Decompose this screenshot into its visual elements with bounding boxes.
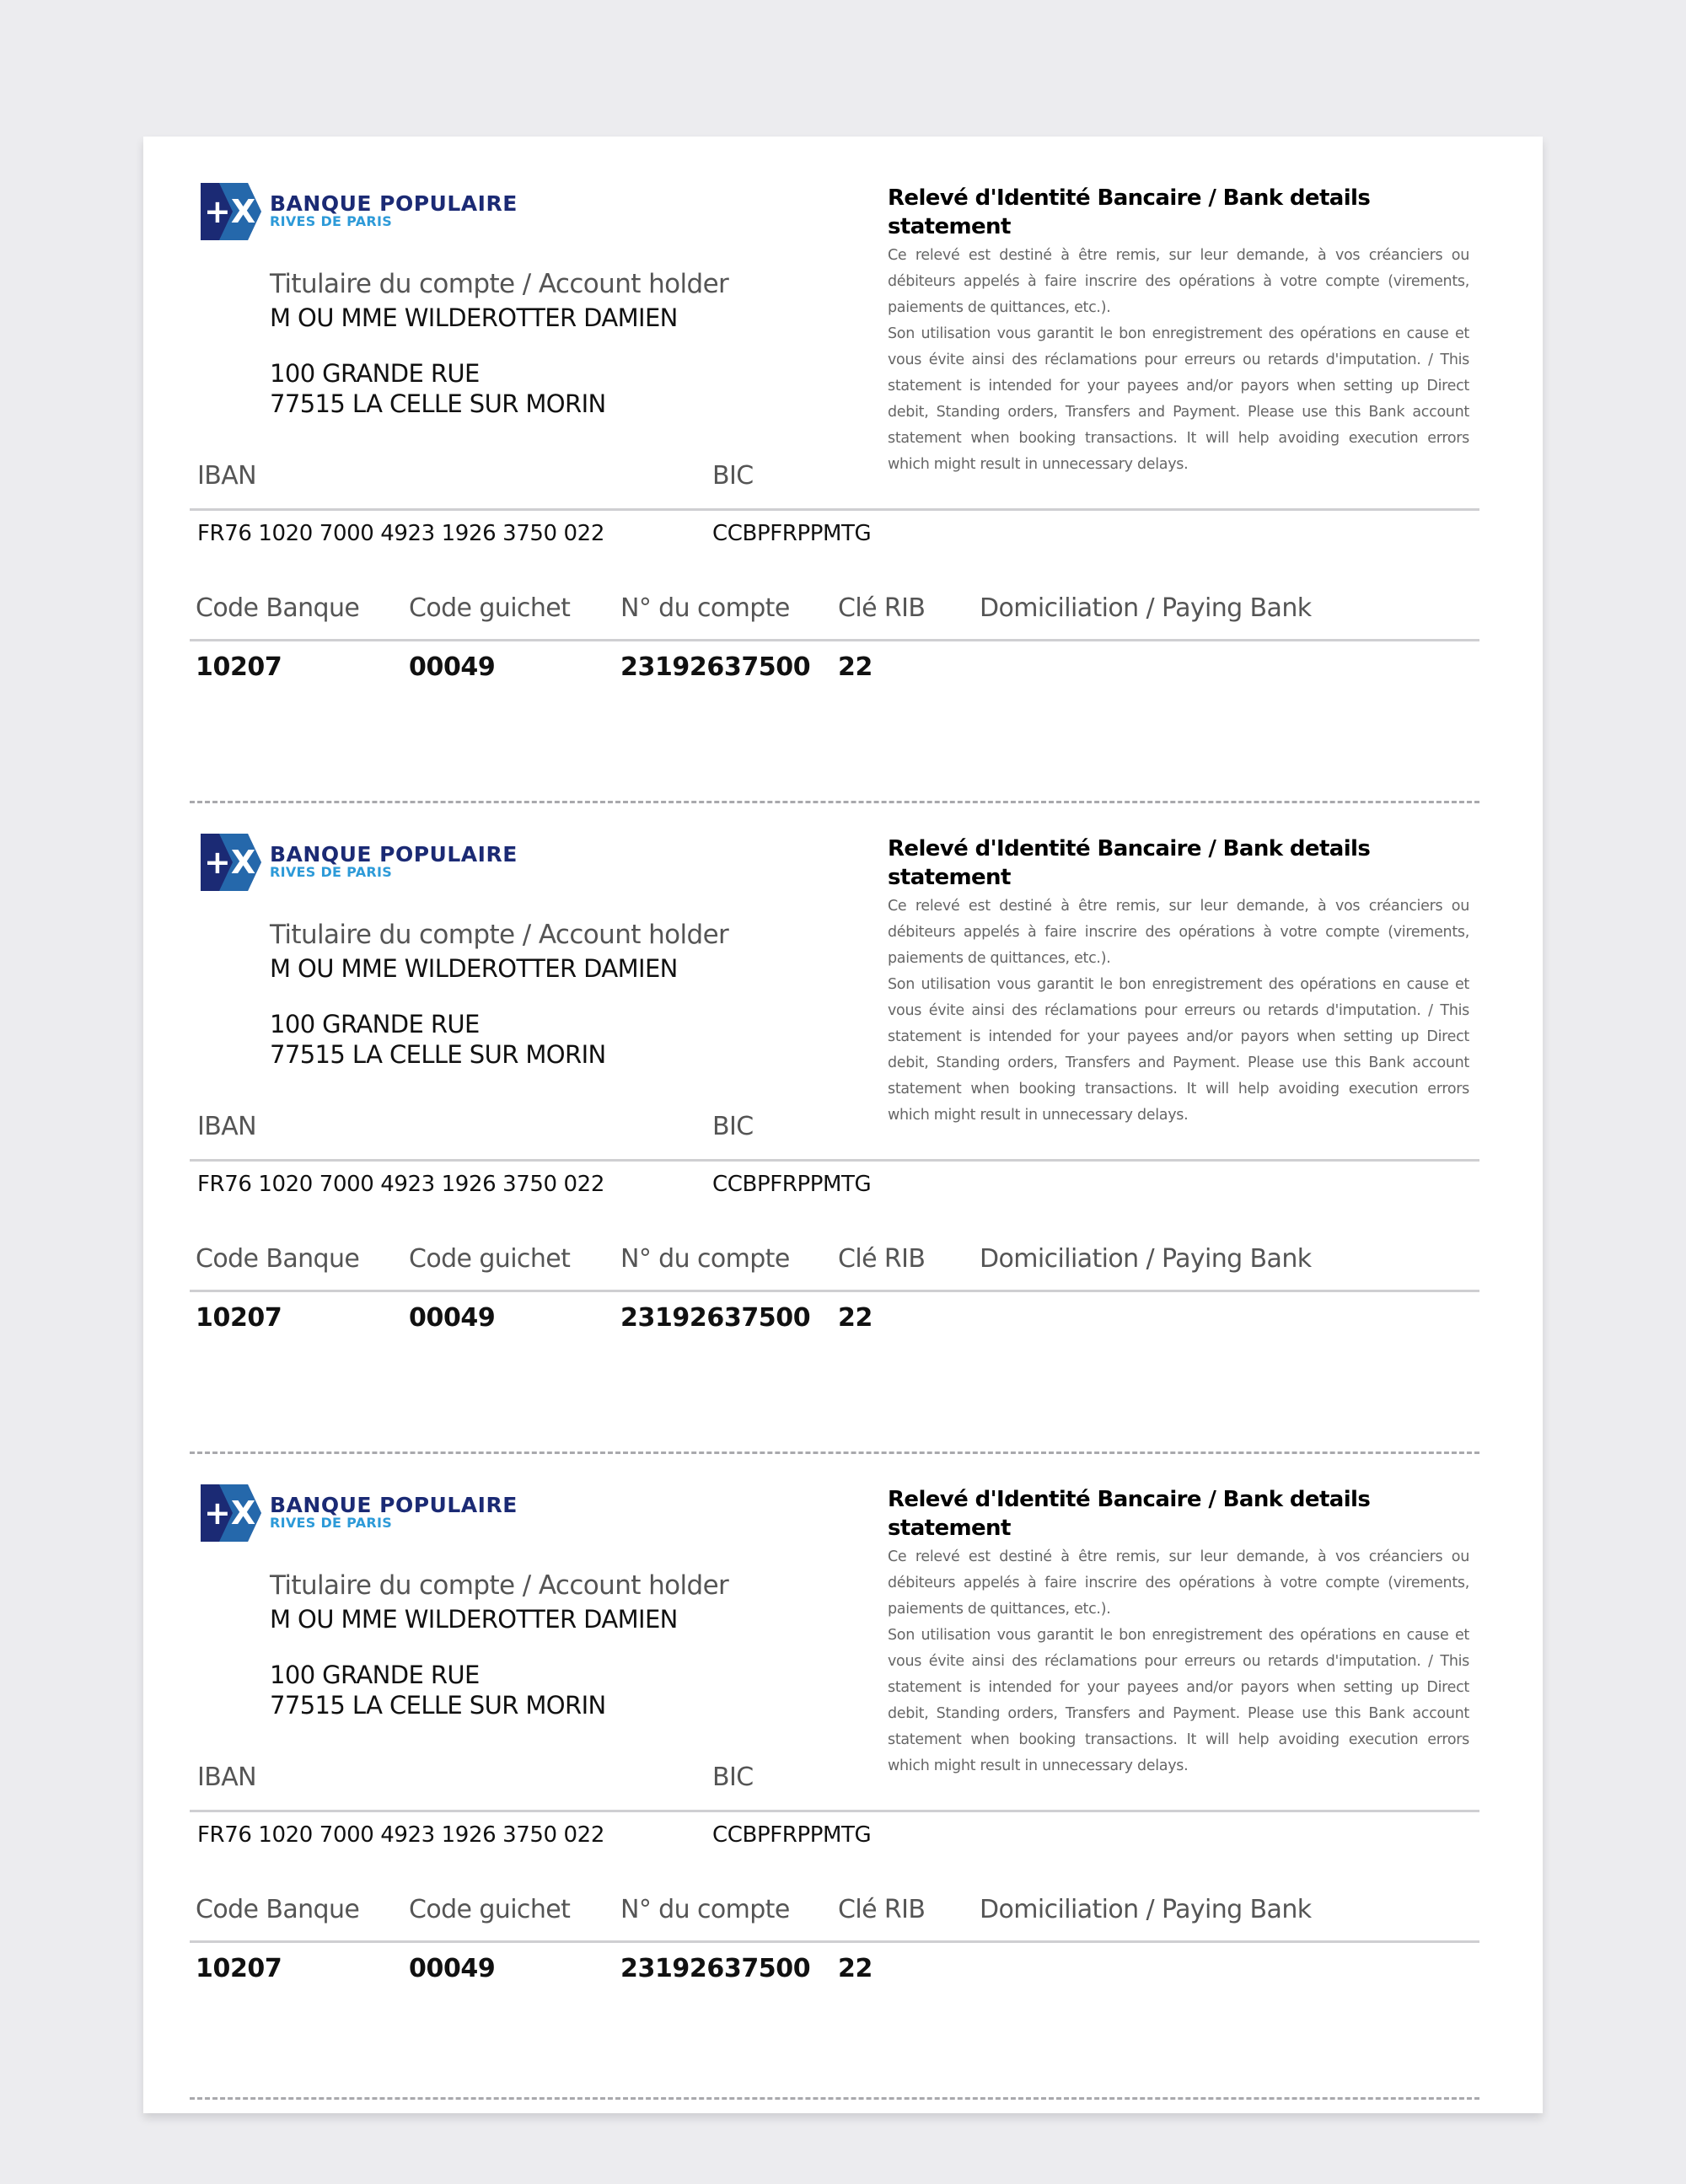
cle-rib-value: 22 <box>838 1303 873 1333</box>
bank-logo <box>201 834 518 891</box>
statement-title: Relevé d'Identité Bancaire / Bank details statement <box>888 1487 1371 1541</box>
statement-body <box>888 243 1469 478</box>
divider <box>190 1290 1479 1292</box>
account-holder-address <box>270 1009 728 1070</box>
code-banque-value: 10207 <box>196 652 282 682</box>
code-guichet-label: Code guichet <box>409 1895 571 1924</box>
numero-compte-label: N° du compte <box>620 1244 790 1274</box>
account-holder-label: Titulaire du compte / Account holder <box>270 269 729 299</box>
code-guichet-value: 00049 <box>409 1954 496 1983</box>
rib-page <box>143 137 1543 2113</box>
rib-slip <box>143 787 1543 1438</box>
iban-value: FR76 1020 7000 4923 1926 3750 022 <box>197 521 604 546</box>
address-line-1: 100 GRANDE RUE <box>270 1010 480 1038</box>
bic-label: BIC <box>712 461 754 491</box>
address-line-2: 77515 LA CELLE SUR MORIN <box>270 1691 606 1720</box>
bic-label: BIC <box>712 1763 754 1792</box>
account-holder-address <box>270 358 728 419</box>
cle-rib-label: Clé RIB <box>838 1895 926 1924</box>
bank-name: BANQUE POPULAIRE <box>270 1493 518 1517</box>
domiciliation-label: Domiciliation / Paying Bank <box>980 1244 1312 1274</box>
code-guichet-value: 00049 <box>409 1303 496 1333</box>
bic-value: CCBPFRPPMTG <box>712 1822 872 1848</box>
svg-text:+X: +X <box>204 1494 256 1532</box>
address-line-1: 100 GRANDE RUE <box>270 1661 480 1689</box>
rib-slip <box>143 137 1543 787</box>
cle-rib-label: Clé RIB <box>838 1244 926 1274</box>
account-holder-block <box>270 267 728 419</box>
svg-text:+X: +X <box>204 193 256 230</box>
cle-rib-value: 22 <box>838 1954 873 1983</box>
statement-title: Relevé d'Identité Bancaire / Bank details statement <box>888 836 1371 890</box>
account-holder-name: M OU MME WILDEROTTER DAMIEN <box>270 303 678 332</box>
account-holder-name: M OU MME WILDEROTTER DAMIEN <box>270 954 678 983</box>
bank-branch: RIVES DE PARIS <box>270 213 393 229</box>
statement-block <box>888 834 1469 1129</box>
code-guichet-value: 00049 <box>409 652 496 682</box>
domiciliation-label: Domiciliation / Paying Bank <box>980 593 1312 623</box>
account-holder-block <box>270 918 728 1070</box>
bic-value: CCBPFRPPMTG <box>712 1172 872 1197</box>
statement-title: Relevé d'Identité Bancaire / Bank details statement <box>888 185 1371 239</box>
bank-logo <box>201 1484 518 1542</box>
bank-branch: RIVES DE PARIS <box>270 1515 393 1531</box>
divider <box>190 508 1479 511</box>
iban-label: IBAN <box>197 1112 256 1141</box>
statement-body-en: Son utilisation vous garantit le bon enregistrement des opérations en cause et vous évite ainsi des réclamations pour erreurs ou retards d'imputation. / This statement is intended for your payees and/or payors when setting up Direct debit, Standing orders, Transfers and Payment. Please use this Bank account statement when booking transactions. It will help avoiding execution errors which might result in unnecessary delays. <box>888 1627 1469 1774</box>
numero-compte-label: N° du compte <box>620 593 790 623</box>
code-guichet-label: Code guichet <box>409 1244 571 1274</box>
bic-value: CCBPFRPPMTG <box>712 521 872 546</box>
divider <box>190 1159 1479 1162</box>
cut-line <box>190 2097 1479 2100</box>
bank-logo-icon <box>201 183 261 240</box>
svg-text:+X: +X <box>204 844 256 881</box>
iban-label: IBAN <box>197 461 256 491</box>
code-banque-label: Code Banque <box>196 593 360 623</box>
account-holder-label: Titulaire du compte / Account holder <box>270 920 729 950</box>
statement-body-fr: Ce relevé est destiné à être remis, sur leur demande, à vos créanciers ou débiteurs appelés à faire inscrire des opérations à votre compte (virements, paiements de quittances, etc.). <box>888 247 1469 316</box>
divider <box>190 1940 1479 1943</box>
numero-compte-value: 23192637500 <box>620 652 811 682</box>
statement-body-fr: Ce relevé est destiné à être remis, sur leur demande, à vos créanciers ou débiteurs appelés à faire inscrire des opérations à votre compte (virements, paiements de quittances, etc.). <box>888 898 1469 967</box>
code-banque-label: Code Banque <box>196 1244 360 1274</box>
code-guichet-label: Code guichet <box>409 593 571 623</box>
address-line-2: 77515 LA CELLE SUR MORIN <box>270 1040 606 1069</box>
numero-compte-label: N° du compte <box>620 1895 790 1924</box>
numero-compte-value: 23192637500 <box>620 1303 811 1333</box>
bic-label: BIC <box>712 1112 754 1141</box>
domiciliation-label: Domiciliation / Paying Bank <box>980 1895 1312 1924</box>
iban-value: FR76 1020 7000 4923 1926 3750 022 <box>197 1172 604 1197</box>
bank-logo <box>201 183 518 240</box>
statement-body-en: Son utilisation vous garantit le bon enregistrement des opérations en cause et vous évite ainsi des réclamations pour erreurs ou retards d'imputation. / This statement is intended for your payees and/or payors when setting up Direct debit, Standing orders, Transfers and Payment. Please use this Bank account statement when booking transactions. It will help avoiding execution errors which might result in unnecessary delays. <box>888 976 1469 1124</box>
statement-block <box>888 1485 1469 1779</box>
numero-compte-value: 23192637500 <box>620 1954 811 1983</box>
bank-logo-icon <box>201 1484 261 1542</box>
statement-body-en: Son utilisation vous garantit le bon enregistrement des opérations en cause et vous évite ainsi des réclamations pour erreurs ou retards d'imputation. / This statement is intended for your payees and/or payors when setting up Direct debit, Standing orders, Transfers and Payment. Please use this Bank account statement when booking transactions. It will help avoiding execution errors which might result in unnecessary delays. <box>888 325 1469 473</box>
code-banque-label: Code Banque <box>196 1895 360 1924</box>
address-line-1: 100 GRANDE RUE <box>270 359 480 388</box>
divider <box>190 1810 1479 1812</box>
bank-name: BANQUE POPULAIRE <box>270 191 518 216</box>
cle-rib-label: Clé RIB <box>838 593 926 623</box>
statement-body <box>888 1544 1469 1779</box>
account-holder-block <box>270 1569 728 1720</box>
statement-block <box>888 184 1469 478</box>
code-banque-value: 10207 <box>196 1303 282 1333</box>
address-line-2: 77515 LA CELLE SUR MORIN <box>270 389 606 418</box>
code-banque-value: 10207 <box>196 1954 282 1983</box>
cle-rib-value: 22 <box>838 652 873 682</box>
statement-body-fr: Ce relevé est destiné à être remis, sur leur demande, à vos créanciers ou débiteurs appelés à faire inscrire des opérations à votre compte (virements, paiements de quittances, etc.). <box>888 1548 1469 1618</box>
rib-slip <box>143 1438 1543 2089</box>
iban-value: FR76 1020 7000 4923 1926 3750 022 <box>197 1822 604 1848</box>
bank-logo-icon <box>201 834 261 891</box>
divider <box>190 639 1479 641</box>
account-holder-label: Titulaire du compte / Account holder <box>270 1570 729 1601</box>
iban-label: IBAN <box>197 1763 256 1792</box>
account-holder-address <box>270 1660 728 1720</box>
bank-name: BANQUE POPULAIRE <box>270 842 518 867</box>
statement-body <box>888 893 1469 1129</box>
bank-branch: RIVES DE PARIS <box>270 864 393 880</box>
account-holder-name: M OU MME WILDEROTTER DAMIEN <box>270 1605 678 1634</box>
